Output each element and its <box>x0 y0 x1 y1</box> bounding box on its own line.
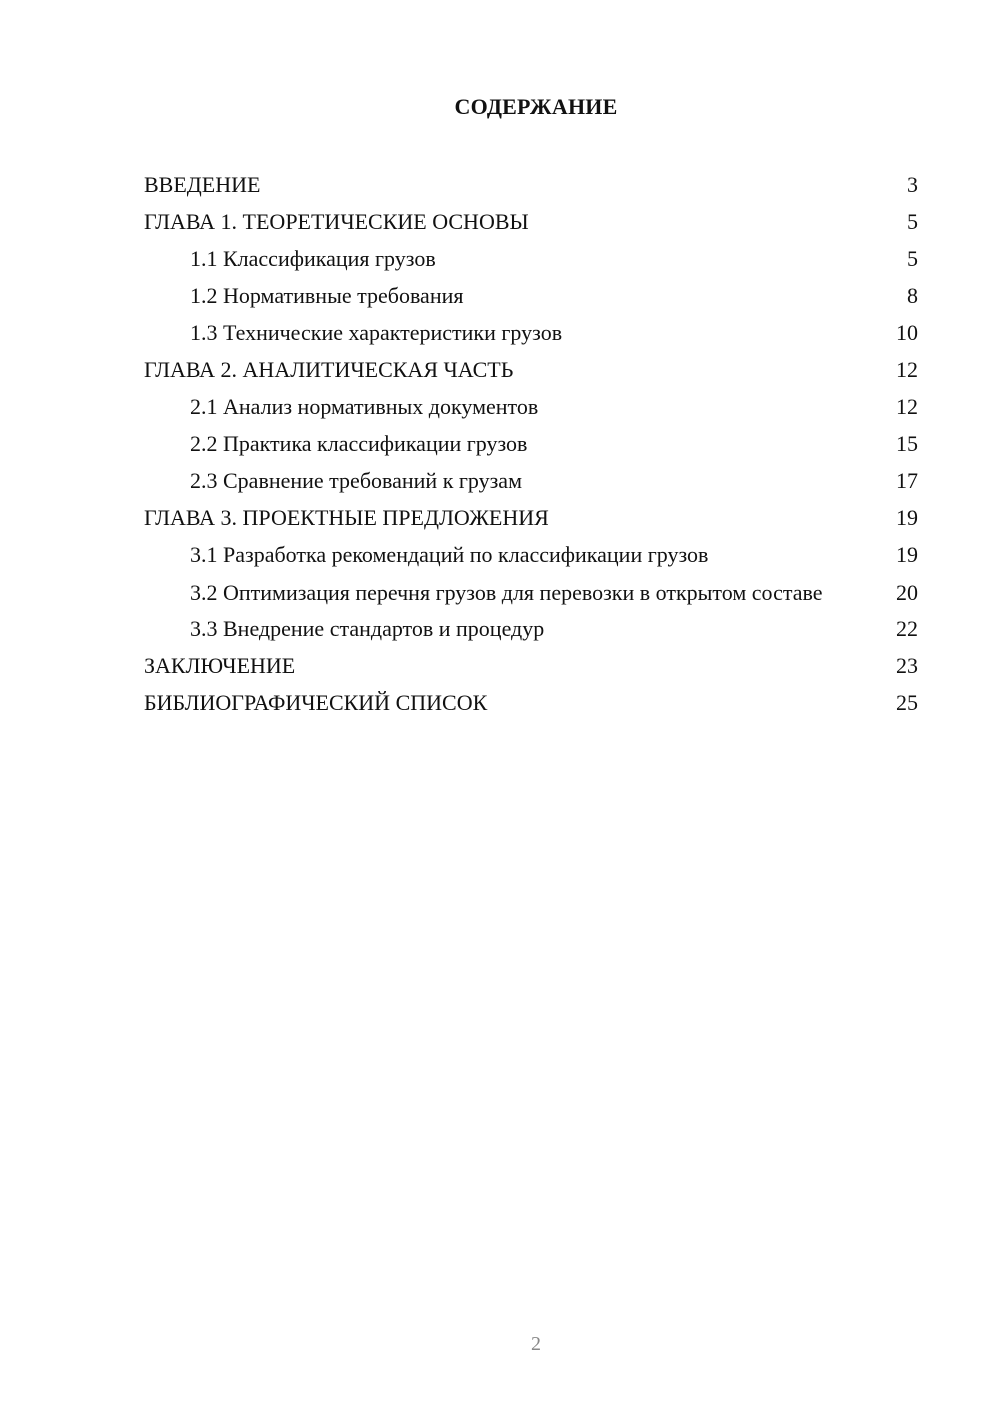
toc-entry-page: 15 <box>896 431 918 456</box>
toc-entry-label: 2.3 Сравнение требований к грузам <box>190 468 522 493</box>
toc-entry-section-3-1 <box>144 536 918 573</box>
toc-entry-page: 8 <box>907 283 918 308</box>
toc-entry-label: 3.3 Внедрение стандартов и процедур <box>190 616 545 641</box>
toc-entry-page: 12 <box>896 394 918 419</box>
toc-entry-page: 12 <box>896 357 918 382</box>
toc-entry-section-1-3 <box>144 314 918 351</box>
toc-entry-label: ЗАКЛЮЧЕНИЕ <box>144 653 296 678</box>
toc-entry-introduction <box>144 166 918 203</box>
toc-entry-section-2-1 <box>144 388 918 425</box>
toc-entry-section-3-3 <box>144 610 918 647</box>
toc-entry-page: 3 <box>907 172 918 197</box>
toc-entry-label: БИБЛИОГРАФИЧЕСКИЙ СПИСОК <box>144 690 488 715</box>
toc-entry-section-2-3 <box>144 462 918 499</box>
toc-entry-page: 23 <box>896 653 918 678</box>
toc-entry-chapter-1 <box>144 203 918 240</box>
toc-entry-page: 5 <box>907 246 918 271</box>
toc-entry-page: 22 <box>896 616 918 641</box>
page-number: 2 <box>531 1333 541 1355</box>
toc-entry-label: 3.2 Оптимизация перечня грузов для перевозки в открытом составе <box>190 580 823 605</box>
toc-entry-label: 1.1 Классификация грузов <box>190 246 436 271</box>
toc-entry-section-3-2 <box>144 573 918 610</box>
toc-entry-label: 2.2 Практика классификации грузов <box>190 431 528 456</box>
toc-entry-page: 19 <box>896 542 918 567</box>
toc-entry-label: ВВЕДЕНИЕ <box>144 172 261 197</box>
toc-entry-page: 20 <box>896 580 918 605</box>
toc-entry-label: 3.1 Разработка рекомендаций по классификации грузов <box>190 542 709 567</box>
toc-entry-page: 25 <box>896 690 918 715</box>
toc-entry-section-1-2 <box>144 277 918 314</box>
toc-entry-section-1-1 <box>144 240 918 277</box>
toc-entry-label: 1.3 Технические характеристики грузов <box>190 320 563 345</box>
toc-entry-conclusion <box>144 647 918 684</box>
toc-entry-label: ГЛАВА 1. ТЕОРЕТИЧЕСКИЕ ОСНОВЫ <box>144 209 529 234</box>
toc-entry-chapter-3 <box>144 499 918 536</box>
toc-entry-label: 1.2 Нормативные требования <box>190 283 464 308</box>
toc-entry-section-2-2 <box>144 425 918 462</box>
page-title: СОДЕРЖАНИЕ <box>454 94 618 119</box>
toc-entry-label: ГЛАВА 3. ПРОЕКТНЫЕ ПРЕДЛОЖЕНИЯ <box>144 505 549 530</box>
toc-entry-page: 5 <box>907 209 918 234</box>
table-of-contents <box>144 166 918 721</box>
toc-entry-page: 17 <box>896 468 918 493</box>
toc-entry-chapter-2 <box>144 351 918 388</box>
toc-entry-label: 2.1 Анализ нормативных документов <box>190 394 539 419</box>
toc-entry-page: 19 <box>896 505 918 530</box>
toc-entry-label: ГЛАВА 2. АНАЛИТИЧЕСКАЯ ЧАСТЬ <box>144 357 514 382</box>
toc-entry-page: 10 <box>896 320 918 345</box>
toc-entry-bibliography <box>144 684 918 721</box>
